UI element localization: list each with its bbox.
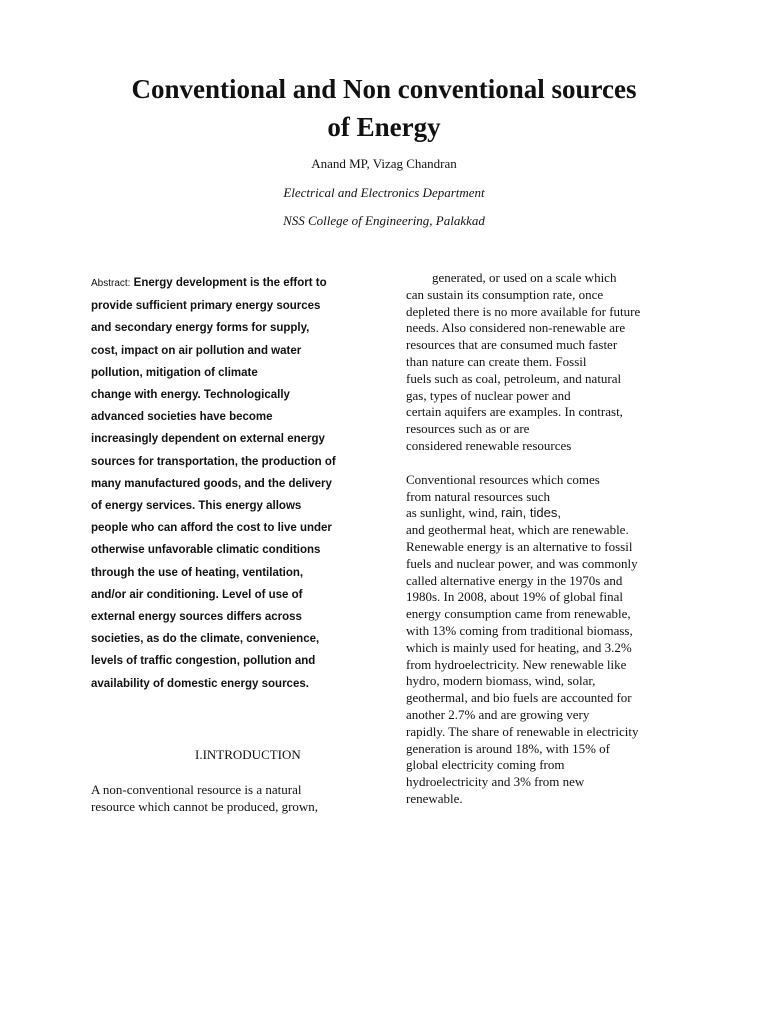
right-para-1-line: resources such as or are [406, 421, 530, 437]
right-para-1-line: can sustain its consumption rate, once [406, 286, 604, 302]
abstract-line: provide sufficient primary energy sources [91, 300, 321, 313]
abstract-line: societies, as do the climate, convenience, [91, 633, 320, 646]
authors: Anand MP, Vizag Chandran [311, 156, 457, 171]
right-para-1-line: certain aquifers are examples. In contrast, [406, 404, 623, 420]
abstract-line: external energy sources differs across [91, 611, 302, 624]
abstract-text: Energy development is the effort to [133, 277, 327, 289]
abstract-line: increasingly dependent on external energy [91, 433, 325, 446]
abstract-line: otherwise unfavorable climatic conditions [91, 544, 321, 557]
right-para-2-line: hydro, modern biomass, wind, solar, [406, 673, 596, 689]
affiliation-college: NSS College of Engineering, Palakkad [283, 213, 485, 228]
right-para-2-line: from hydroelectricity. New renewable like [406, 656, 627, 672]
abstract-line: through the use of heating, ventilation, [91, 566, 304, 579]
abstract-line: many manufactured goods, and the delivery [91, 477, 332, 490]
abstract-line: pollution, mitigation of climate [91, 366, 258, 379]
right-para-2-sans-text: rain, tides, [500, 505, 561, 521]
right-para-2-line: fuels and nuclear power, and was commonly [406, 555, 638, 571]
abstract-line: cost, impact on air pollution and water [91, 344, 302, 357]
right-para-2-text: as sunlight, wind, [406, 505, 501, 521]
right-para-1-line: depleted there is no more available for future [406, 303, 641, 319]
section-heading: I.INTRODUCTION [195, 747, 301, 762]
right-para-2-line: global electricity coming from [406, 757, 565, 773]
abstract-line: and/or air conditioning. Level of use of [91, 588, 303, 601]
paper-title-line-2: of Energy [327, 112, 441, 142]
paper-title-line-1: Conventional and Non conventional sources [131, 74, 637, 104]
abstract-line: of energy services. This energy allows [91, 500, 302, 513]
abstract-line: sources for transportation, the production of [91, 455, 336, 468]
right-para-2-line: Conventional resources which comes [406, 471, 600, 487]
right-para-1-first-line: generated, or used on a scale which [432, 270, 617, 285]
abstract-line: change with energy. Technologically [91, 389, 290, 402]
abstract-line [91, 272, 366, 295]
affiliation-department: Electrical and Electronics Department [283, 185, 485, 200]
right-para-2-line: hydroelectricity and 3% from new [406, 774, 585, 790]
right-para-1-line: resources that are consumed much faster [406, 337, 618, 353]
right-para-2-line: called alternative energy in the 1970s and [406, 572, 623, 588]
right-para-2-line: from natural resources such [406, 488, 551, 504]
right-column [406, 270, 706, 808]
right-para-2-line: and geothermal heat, which are renewable. [406, 522, 629, 538]
abstract-line: advanced societies have become [91, 411, 273, 424]
right-para-2-line: another 2.7% and are growing very [406, 706, 590, 722]
right-para-2-line [406, 505, 706, 522]
right-para-1-line: fuels such as coal, petroleum, and natural [406, 370, 622, 386]
paper-title [60, 70, 708, 146]
right-para-2-line: generation is around 18%, with 15% of [406, 740, 610, 756]
right-para-2-line: which is mainly used for heating, and 3.2% [406, 639, 632, 655]
right-para-2-line: geothermal, and bio fuels are accounted for [406, 690, 632, 706]
right-para-1-line: needs. Also considered non-renewable are [406, 320, 626, 336]
abstract-line: people who can afford the cost to live under [91, 522, 332, 535]
right-para-1-line: than nature can create them. Fossil [406, 353, 587, 369]
abstract-line: levels of traffic congestion, pollution and [91, 655, 316, 668]
paragraph-gap [406, 455, 706, 472]
intro-line: A non-conventional resource is a natural [91, 782, 302, 797]
right-para-2-line: rapidly. The share of renewable in electricity [406, 723, 639, 739]
right-para-2-line: energy consumption came from renewable, [406, 606, 631, 622]
right-para-1-line: considered renewable resources [406, 437, 572, 453]
abstract [91, 272, 366, 695]
right-para-2-line: renewable. [406, 790, 463, 806]
intro-line: resource which cannot be produced, grown, [91, 798, 319, 814]
right-para-1-line: gas, types of nuclear power and [406, 387, 571, 403]
right-para-2-line: Renewable energy is an alternative to fossil [406, 538, 633, 554]
intro-paragraph [91, 782, 366, 815]
abstract-line: and secondary energy forms for supply, [91, 322, 310, 335]
right-para-2-line: 1980s. In 2008, about 19% of global final [406, 589, 623, 605]
abstract-label: Abstract: [91, 278, 131, 289]
right-para-2-line: with 13% coming from traditional biomass, [406, 622, 633, 638]
abstract-line: availability of domestic energy sources. [91, 677, 309, 690]
